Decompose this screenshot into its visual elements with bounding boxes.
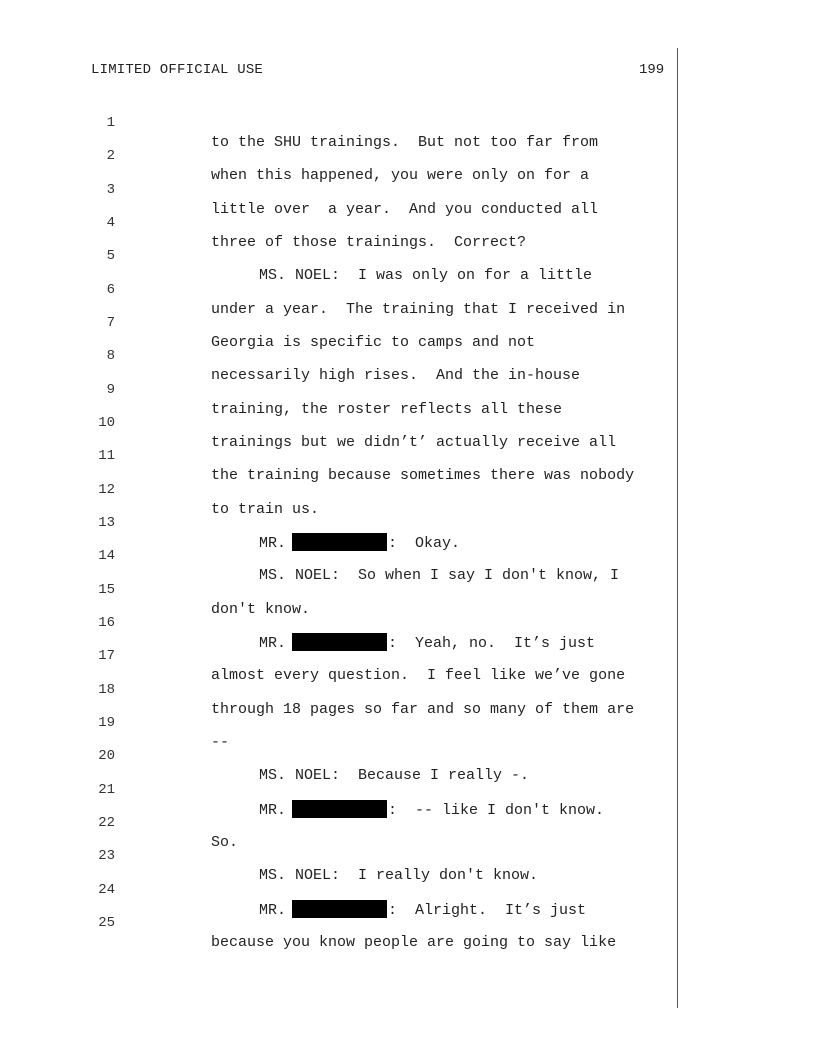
transcript-line bbox=[0, 526, 700, 584]
transcript-line bbox=[0, 193, 700, 251]
line-text: through 18 pages so far and so many of them are bbox=[211, 701, 635, 718]
line-number: 24 bbox=[98, 882, 115, 898]
line-number: 14 bbox=[98, 548, 115, 564]
line-number: 4 bbox=[106, 215, 115, 231]
line-text: MS. NOEL: Because I really -. bbox=[259, 767, 530, 784]
speaker-title: MR. bbox=[259, 535, 287, 552]
line-text: to the SHU trainings. But not too far from bbox=[211, 134, 599, 151]
transcript-line bbox=[0, 293, 700, 351]
line-number: 17 bbox=[98, 648, 115, 664]
speech-text: : Okay. bbox=[388, 535, 461, 552]
line-number: 5 bbox=[106, 248, 115, 264]
line-number: 9 bbox=[106, 382, 115, 398]
speech-text: : Alright. It’s just bbox=[388, 902, 587, 919]
line-text: under a year. The training that I received in bbox=[211, 301, 626, 318]
line-text: because you know people are going to say like bbox=[211, 934, 617, 951]
transcript-line bbox=[0, 560, 700, 618]
transcript-line bbox=[0, 893, 700, 951]
line-text: when this happened, you were only on for a bbox=[211, 167, 590, 184]
line-number: 22 bbox=[98, 815, 115, 831]
line-number: 21 bbox=[98, 782, 115, 798]
transcript-line bbox=[0, 593, 700, 652]
line-text: -- bbox=[211, 734, 230, 751]
line-number: 8 bbox=[106, 348, 115, 364]
transcript-line bbox=[0, 93, 700, 151]
transcript-line bbox=[0, 826, 700, 884]
speaker-title: MR. bbox=[259, 635, 287, 652]
line-text: MS. NOEL: So when I say I don't know, I bbox=[259, 567, 620, 584]
transcript-line bbox=[0, 260, 700, 318]
line-text: the training because sometimes there was nobody bbox=[211, 467, 635, 484]
line-number: 23 bbox=[98, 848, 115, 864]
line-number: 3 bbox=[106, 182, 115, 198]
line-text: little over a year. And you conducted all bbox=[211, 201, 599, 218]
speech-text: : Yeah, no. It’s just bbox=[388, 635, 596, 652]
transcript-line bbox=[0, 860, 700, 919]
line-number: 20 bbox=[98, 748, 115, 764]
transcript-line bbox=[0, 126, 700, 184]
transcript-line bbox=[0, 626, 700, 684]
transcript-line bbox=[0, 493, 700, 552]
line-number: 11 bbox=[98, 448, 115, 464]
line-text: MS. NOEL: I really don't know. bbox=[259, 867, 539, 884]
line-text: Georgia is specific to camps and not bbox=[211, 334, 536, 351]
line-number: 2 bbox=[106, 148, 115, 164]
transcript-line bbox=[0, 760, 700, 819]
line-number: 19 bbox=[98, 715, 115, 731]
line-number: 7 bbox=[106, 315, 115, 331]
line-text: training, the roster reflects all these bbox=[211, 401, 563, 418]
line-text: MS. NOEL: I was only on for a little bbox=[259, 267, 593, 284]
line-text: trainings but we didn’t’ actually receive all bbox=[211, 434, 617, 451]
line-text: to train us. bbox=[211, 501, 320, 518]
line-text: So. bbox=[211, 834, 239, 851]
line-number: 12 bbox=[98, 482, 115, 498]
line-text: don't know. bbox=[211, 601, 311, 618]
transcript-line bbox=[0, 393, 700, 451]
speaker-title: MR. bbox=[259, 802, 287, 819]
transcript-line bbox=[0, 226, 700, 284]
classification-header: LIMITED OFFICIAL USE bbox=[91, 62, 264, 78]
transcript-line bbox=[0, 693, 700, 751]
speaker-title: MR. bbox=[259, 902, 287, 919]
transcript-line bbox=[0, 326, 700, 384]
line-text: almost every question. I feel like we’ve gone bbox=[211, 667, 626, 684]
line-number: 13 bbox=[98, 515, 115, 531]
line-number: 16 bbox=[98, 615, 115, 631]
transcript-line bbox=[0, 160, 700, 218]
line-number: 10 bbox=[98, 415, 115, 431]
transcript-line bbox=[0, 460, 700, 518]
line-text: three of those trainings. Correct? bbox=[211, 234, 527, 251]
line-number: 15 bbox=[98, 582, 115, 598]
transcript-line bbox=[0, 360, 700, 418]
line-number: 1 bbox=[106, 115, 115, 131]
line-number: 18 bbox=[98, 682, 115, 698]
page-number: 199 bbox=[639, 62, 665, 78]
line-number: 6 bbox=[106, 282, 115, 298]
transcript-line bbox=[0, 726, 700, 784]
transcript-line bbox=[0, 793, 700, 851]
line-text: necessarily high rises. And the in-house bbox=[211, 367, 581, 384]
line-number: 25 bbox=[98, 915, 115, 931]
speech-text: : -- like I don't know. bbox=[388, 802, 605, 819]
transcript-line bbox=[0, 660, 700, 718]
transcript-line bbox=[0, 426, 700, 484]
